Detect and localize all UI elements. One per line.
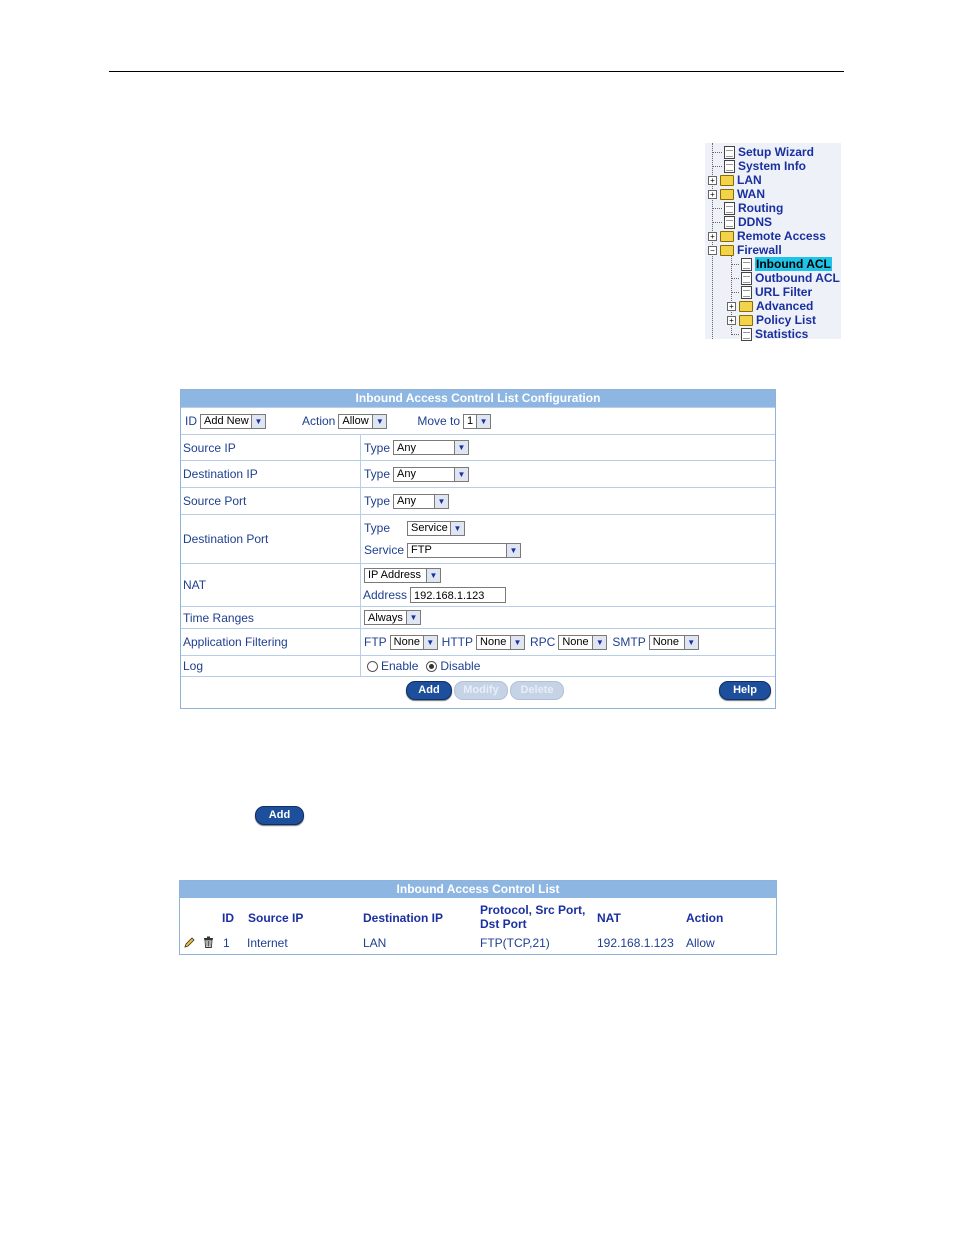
select-value: None — [480, 636, 507, 648]
ftp-label: FTP — [364, 635, 387, 649]
tree-item-label: Policy List — [756, 313, 817, 327]
tree-item-label: Firewall — [737, 243, 782, 257]
destination-port-label: Destination Port — [181, 515, 361, 563]
chevron-down-icon: ▼ — [251, 415, 265, 428]
type-label: Type — [364, 440, 391, 455]
type-label: Type — [364, 467, 391, 481]
expand-plus-icon[interactable]: + — [708, 232, 717, 241]
page-icon — [724, 146, 735, 159]
page-icon — [724, 216, 735, 229]
chevron-down-icon: ▼ — [434, 495, 448, 508]
address-label: Address — [363, 588, 408, 602]
col-header-nat: NAT — [597, 911, 621, 925]
tree-item-label: Remote Access — [737, 229, 826, 243]
source-port-row — [181, 487, 775, 514]
page-icon — [741, 286, 752, 299]
select-value: Service — [411, 522, 448, 534]
expand-plus-icon[interactable]: + — [727, 316, 736, 325]
destination-port-type-select[interactable] — [407, 521, 465, 536]
tree-item-label: WAN — [737, 187, 765, 201]
destination-port-service-select[interactable] — [407, 543, 521, 558]
modify-button[interactable]: Modify — [454, 681, 508, 700]
http-label: HTTP — [441, 635, 474, 649]
chevron-down-icon: ▼ — [426, 569, 440, 582]
expand-plus-icon[interactable]: + — [708, 176, 717, 185]
tree-item-lan[interactable] — [708, 173, 762, 187]
col-header-protocol: Protocol, Src Port, Dst Port — [480, 903, 586, 931]
nat-label: NAT — [181, 564, 361, 606]
id-action-row — [181, 407, 775, 434]
moveto-select[interactable] — [463, 414, 491, 429]
cell-action: Allow — [686, 936, 715, 950]
application-filtering-label: Application Filtering — [181, 629, 361, 655]
destination-ip-label: Destination IP — [181, 461, 361, 487]
time-ranges-label: Time Ranges — [181, 607, 361, 628]
tree-item-policy-list[interactable] — [727, 313, 816, 327]
source-ip-label: Source IP — [181, 435, 361, 460]
folder-icon — [720, 189, 734, 200]
log-disable-label: Disable — [440, 659, 481, 673]
chevron-down-icon: ▼ — [510, 636, 524, 649]
source-ip-row — [181, 434, 775, 460]
tree-item-inbound-acl[interactable] — [731, 257, 832, 271]
log-enable-radio[interactable] — [367, 661, 378, 672]
cell-source-ip: Internet — [247, 936, 288, 950]
page-icon — [741, 272, 752, 285]
nat-address-input[interactable]: 192.168.1.123 — [410, 587, 506, 603]
config-title: Inbound Access Control List Configuration — [181, 390, 775, 407]
chevron-down-icon: ▼ — [406, 611, 420, 624]
cell-protocol: FTP(TCP,21) — [480, 936, 550, 950]
col-header-destination-ip: Destination IP — [363, 911, 444, 925]
time-ranges-row — [181, 606, 775, 628]
tree-connector — [731, 264, 739, 265]
tree-connector — [731, 334, 739, 335]
folder-icon — [739, 315, 753, 326]
id-select[interactable] — [200, 414, 266, 429]
rpc-filter-select[interactable] — [558, 635, 607, 650]
destination-ip-type-select[interactable] — [393, 467, 469, 482]
chevron-down-icon: ▼ — [454, 468, 468, 481]
tree-item-url-filter[interactable] — [731, 285, 812, 299]
destination-ip-row — [181, 460, 775, 487]
tree-item-label: Advanced — [756, 299, 814, 313]
tree-connector — [712, 152, 722, 153]
log-enable-label: Enable — [381, 659, 419, 673]
trash-icon[interactable] — [203, 936, 214, 948]
log-row — [181, 655, 775, 676]
service-label: Service — [364, 543, 405, 557]
page-header-rule — [109, 71, 844, 72]
log-disable-radio[interactable] — [426, 661, 437, 672]
select-value: Any — [397, 495, 416, 507]
col-header-source-ip: Source IP — [248, 911, 304, 925]
navigation-tree — [705, 143, 841, 339]
tree-item-system-info[interactable] — [712, 159, 806, 173]
folder-icon — [720, 231, 734, 242]
http-filter-select[interactable] — [476, 635, 525, 650]
action-select-value: Allow — [342, 415, 369, 427]
select-value: Any — [397, 468, 416, 480]
action-label: Action — [302, 414, 336, 428]
tree-item-advanced[interactable] — [727, 299, 813, 313]
page-icon — [741, 258, 752, 271]
tree-item-label: DDNS — [738, 215, 773, 229]
destination-port-row — [181, 514, 775, 563]
list-title: Inbound Access Control List — [180, 881, 776, 898]
select-value: None — [393, 636, 420, 648]
log-label: Log — [181, 656, 361, 676]
tree-item-label: System Info — [738, 159, 807, 173]
tree-item-firewall[interactable] — [708, 243, 782, 257]
select-value: Any — [397, 441, 416, 454]
tree-item-statistics[interactable] — [731, 327, 808, 341]
time-ranges-select[interactable] — [364, 610, 421, 625]
tree-item-wan[interactable] — [708, 187, 765, 201]
add-button[interactable]: Add — [406, 681, 452, 700]
nat-row — [181, 563, 775, 606]
add-button-reference: Add — [255, 806, 304, 825]
cell-nat: 192.168.1.123 — [597, 936, 674, 950]
action-select[interactable] — [338, 414, 387, 429]
chevron-down-icon: ▼ — [506, 544, 520, 557]
type-label: Type — [364, 494, 391, 508]
page-icon — [724, 202, 735, 215]
form-buttons-row — [181, 676, 775, 708]
tree-connector — [731, 278, 739, 279]
id-label: ID — [185, 414, 197, 428]
select-value: FTP — [411, 544, 432, 556]
folder-icon — [739, 301, 753, 312]
tree-item-label-selected: Inbound ACL — [756, 257, 831, 271]
tree-item-routing[interactable] — [712, 201, 783, 215]
type-label: Type — [364, 521, 391, 535]
tree-connector — [731, 292, 739, 293]
edit-pencil-icon[interactable] — [184, 937, 195, 948]
select-value: None — [652, 636, 679, 648]
source-ip-type-select[interactable] — [393, 440, 469, 455]
delete-button[interactable]: Delete — [510, 681, 564, 700]
select-value: Always — [368, 611, 403, 624]
inbound-acl-list — [179, 880, 777, 955]
chevron-down-icon: ▼ — [684, 636, 698, 649]
select-value: IP Address — [368, 569, 421, 581]
tree-item-label: URL Filter — [755, 285, 813, 299]
expand-plus-icon[interactable]: + — [708, 190, 717, 199]
rpc-label: RPC — [530, 635, 556, 649]
col-header-id: ID — [222, 911, 234, 925]
nat-mode-select[interactable] — [364, 568, 441, 583]
expand-plus-icon[interactable]: + — [727, 302, 736, 311]
folder-open-icon — [720, 245, 734, 256]
inbound-acl-config-form — [180, 389, 776, 709]
tree-connector — [712, 222, 722, 223]
page-icon — [741, 328, 752, 341]
select-value: None — [562, 636, 589, 648]
chevron-down-icon: ▼ — [423, 636, 437, 649]
page-icon — [724, 160, 735, 173]
tree-item-label: Routing — [738, 201, 784, 215]
cell-destination-ip: LAN — [363, 936, 387, 950]
source-port-type-select[interactable] — [393, 494, 449, 509]
tree-item-label: LAN — [737, 173, 762, 187]
id-select-value: Add New — [204, 415, 249, 427]
tree-connector — [712, 166, 722, 167]
smtp-label: SMTP — [612, 635, 646, 649]
tree-item-label: Statistics — [755, 327, 809, 341]
application-filtering-row — [181, 628, 775, 655]
tree-item-label: Setup Wizard — [738, 145, 814, 159]
tree-item-ddns[interactable] — [712, 215, 772, 229]
chevron-down-icon: ▼ — [592, 636, 606, 649]
tree-item-label: Outbound ACL — [755, 271, 840, 285]
col-header-action: Action — [686, 911, 724, 925]
chevron-down-icon: ▼ — [454, 441, 468, 454]
tree-item-setup-wizard[interactable] — [712, 145, 814, 159]
source-port-label: Source Port — [181, 488, 361, 514]
collapse-minus-icon[interactable]: − — [708, 246, 717, 255]
folder-icon — [720, 175, 734, 186]
chevron-down-icon: ▼ — [450, 522, 464, 535]
smtp-filter-select[interactable] — [649, 635, 699, 650]
moveto-label: Move to — [417, 414, 461, 428]
chevron-down-icon: ▼ — [372, 415, 386, 428]
chevron-down-icon: ▼ — [476, 415, 490, 428]
moveto-select-value: 1 — [467, 415, 474, 427]
tree-connector — [712, 208, 722, 209]
tree-item-outbound-acl[interactable] — [731, 271, 840, 285]
tree-item-remote-access[interactable] — [708, 229, 826, 243]
ftp-filter-select[interactable] — [390, 635, 438, 650]
help-button[interactable]: Help — [719, 681, 771, 700]
cell-id: 1 — [223, 936, 230, 950]
